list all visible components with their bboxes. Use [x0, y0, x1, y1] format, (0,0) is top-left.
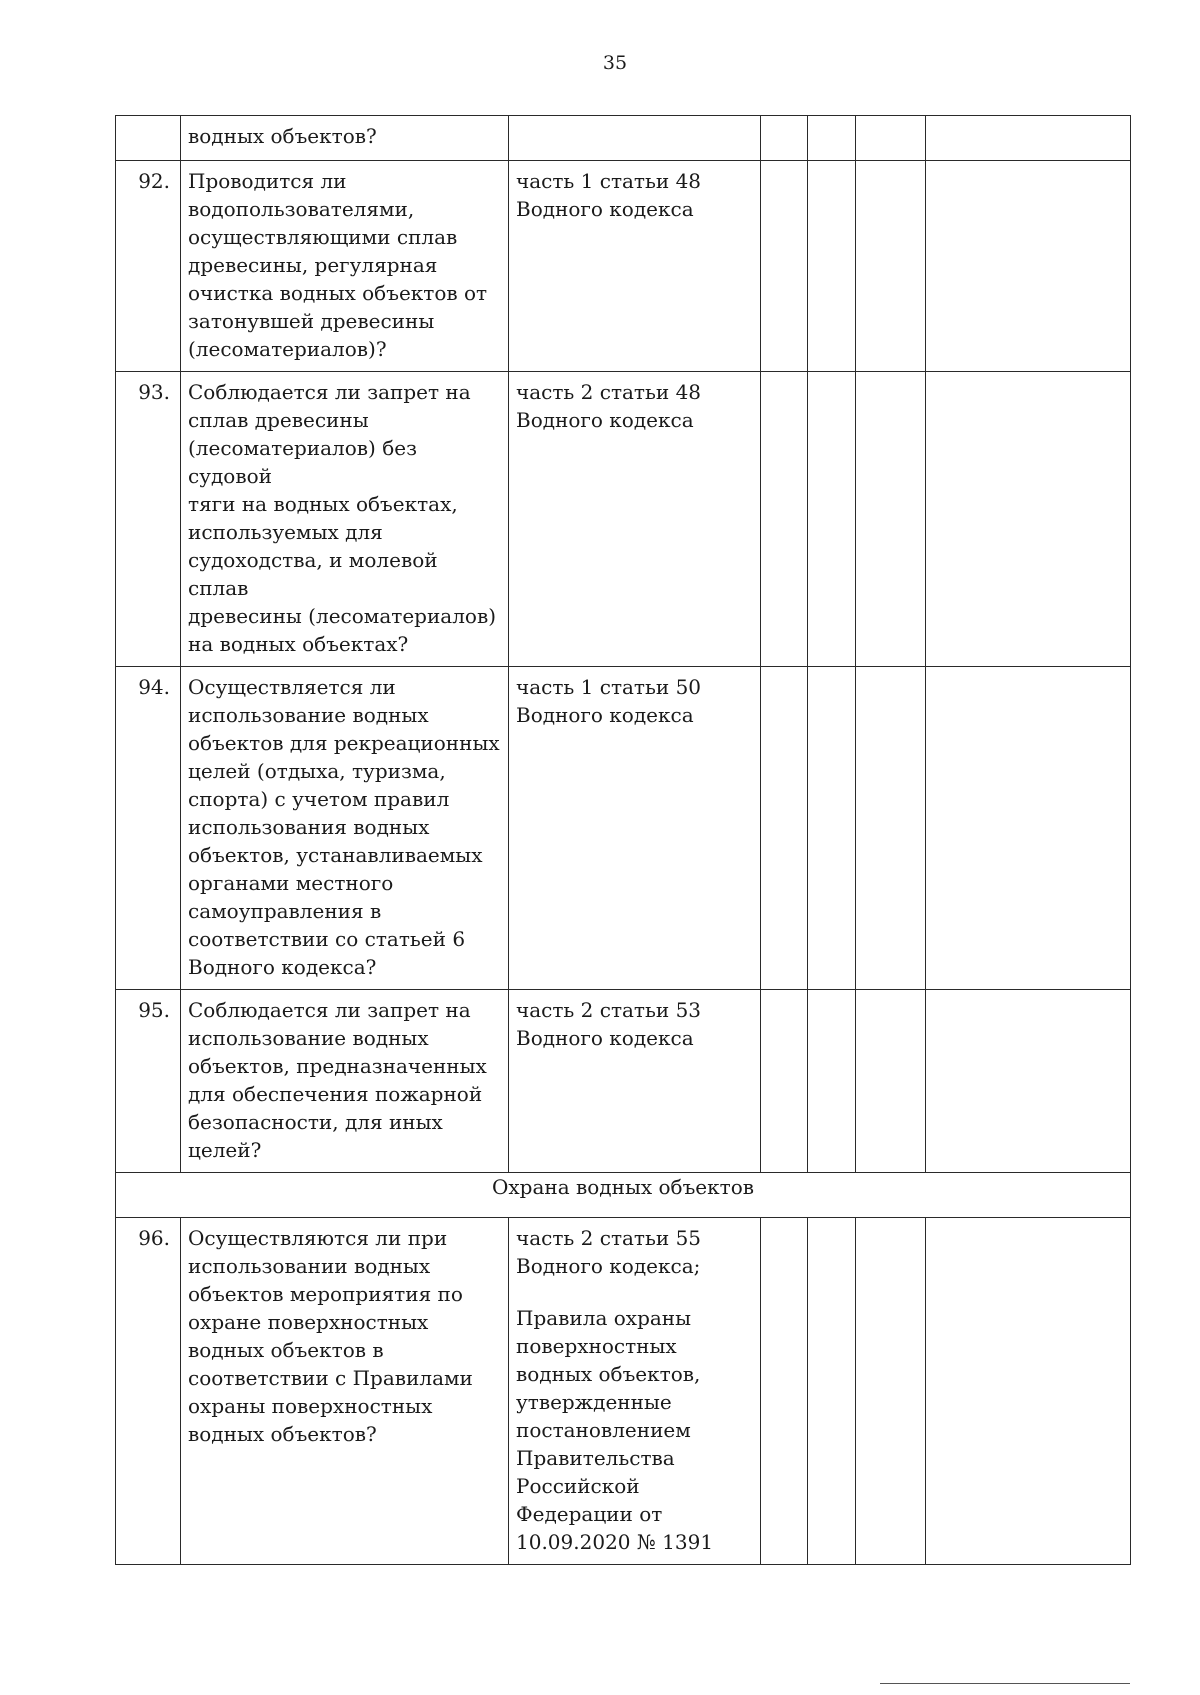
question-cell [181, 116, 509, 161]
question-cell [181, 372, 509, 667]
item-number-cell [116, 1218, 181, 1565]
legal-reference: часть 1 статьи 50 Водного кодекса [516, 675, 702, 727]
table-row [116, 161, 1131, 372]
table-row [116, 1218, 1131, 1565]
answer-yes-cell[interactable] [761, 161, 808, 372]
answer-na-cell[interactable] [856, 990, 926, 1173]
item-number: 93. [138, 380, 170, 404]
checklist-body [116, 116, 1131, 1565]
reference-cell [509, 161, 761, 372]
table-row [116, 372, 1131, 667]
section-title: Охрана водных объектов [116, 1173, 1131, 1218]
footer-rule [880, 1683, 1130, 1684]
answer-yes-cell[interactable] [761, 372, 808, 667]
item-number: 94. [138, 675, 170, 699]
question-text: Осуществляются ли при использовании водных объектов мероприятия по охране поверхностных водных объектов в соответствии с Правилами охраны поверхностных водных объектов? [188, 1226, 473, 1446]
answer-yes-cell[interactable] [761, 990, 808, 1173]
question-cell [181, 667, 509, 990]
legal-reference: часть 2 статьи 53 Водного кодекса [516, 998, 702, 1050]
notes-cell[interactable] [926, 667, 1131, 990]
answer-no-cell[interactable] [808, 990, 856, 1173]
table-row [116, 990, 1131, 1173]
item-number [116, 116, 180, 130]
item-number-cell [116, 161, 181, 372]
question-cell [181, 161, 509, 372]
reference-cell [509, 372, 761, 667]
notes-cell[interactable] [926, 1218, 1131, 1565]
notes-cell[interactable] [926, 161, 1131, 372]
answer-yes-cell[interactable] [761, 116, 808, 161]
legal-reference: Правила охраны поверхностных водных объектов, утвержденные постановлением Правительства Российской Федерации от 10.09.2020 № 1391 [516, 1306, 714, 1554]
notes-cell[interactable] [926, 116, 1131, 161]
answer-na-cell[interactable] [856, 116, 926, 161]
reference-cell [509, 1218, 761, 1565]
answer-na-cell[interactable] [856, 372, 926, 667]
reference-cell [509, 990, 761, 1173]
answer-no-cell[interactable] [808, 372, 856, 667]
checklist-table [115, 115, 1131, 1565]
notes-cell[interactable] [926, 990, 1131, 1173]
answer-no-cell[interactable] [808, 161, 856, 372]
answer-na-cell[interactable] [856, 667, 926, 990]
item-number-cell [116, 667, 181, 990]
question-text: Осуществляется ли использование водных объектов для рекреационных целей (отдыха, туризма, спорта) с учетом правил использования водных объектов, устанавливаемых органами местного самоуправления в соответствии со статьей 6 Водного кодекса? [188, 675, 500, 979]
question-cell [181, 990, 509, 1173]
item-number-cell [116, 372, 181, 667]
answer-na-cell[interactable] [856, 1218, 926, 1565]
table-row [116, 116, 1131, 161]
item-number: 95. [138, 998, 170, 1022]
reference-cell [509, 116, 761, 161]
answer-no-cell[interactable] [808, 1218, 856, 1565]
item-number: 92. [138, 169, 170, 193]
legal-reference: часть 1 статьи 48 Водного кодекса [516, 169, 702, 221]
answer-na-cell[interactable] [856, 161, 926, 372]
item-number: 96. [138, 1226, 170, 1250]
reference-spacer [509, 1288, 760, 1298]
page-number: 35 [602, 52, 628, 74]
question-text: водных объектов? [188, 124, 377, 148]
item-number-cell [116, 990, 181, 1173]
notes-cell[interactable] [926, 372, 1131, 667]
question-text: Соблюдается ли запрет на сплав древесины (лесоматериалов) без судовой тяги на водных объектах, используемых для судоходства, и молевой сплав древесины (лесоматериалов) на водных объектах? [188, 380, 497, 656]
section-header-row [116, 1173, 1131, 1218]
answer-no-cell[interactable] [808, 116, 856, 161]
answer-no-cell[interactable] [808, 667, 856, 990]
question-text: Соблюдается ли запрет на использование водных объектов, предназначенных для обеспечения пожарной безопасности, для иных целей? [188, 998, 487, 1162]
legal-reference: часть 2 статьи 48 Водного кодекса [516, 380, 702, 432]
reference-cell [509, 667, 761, 990]
legal-reference: часть 2 статьи 55 Водного кодекса; [516, 1226, 702, 1278]
question-text: Проводится ли водопользователями, осуществляющими сплав древесины, регулярная очистка водных объектов от затонувшей древесины (лесоматериалов)? [188, 169, 488, 361]
answer-yes-cell[interactable] [761, 1218, 808, 1565]
item-number-cell [116, 116, 181, 161]
table-row [116, 667, 1131, 990]
question-cell [181, 1218, 509, 1565]
answer-yes-cell[interactable] [761, 667, 808, 990]
